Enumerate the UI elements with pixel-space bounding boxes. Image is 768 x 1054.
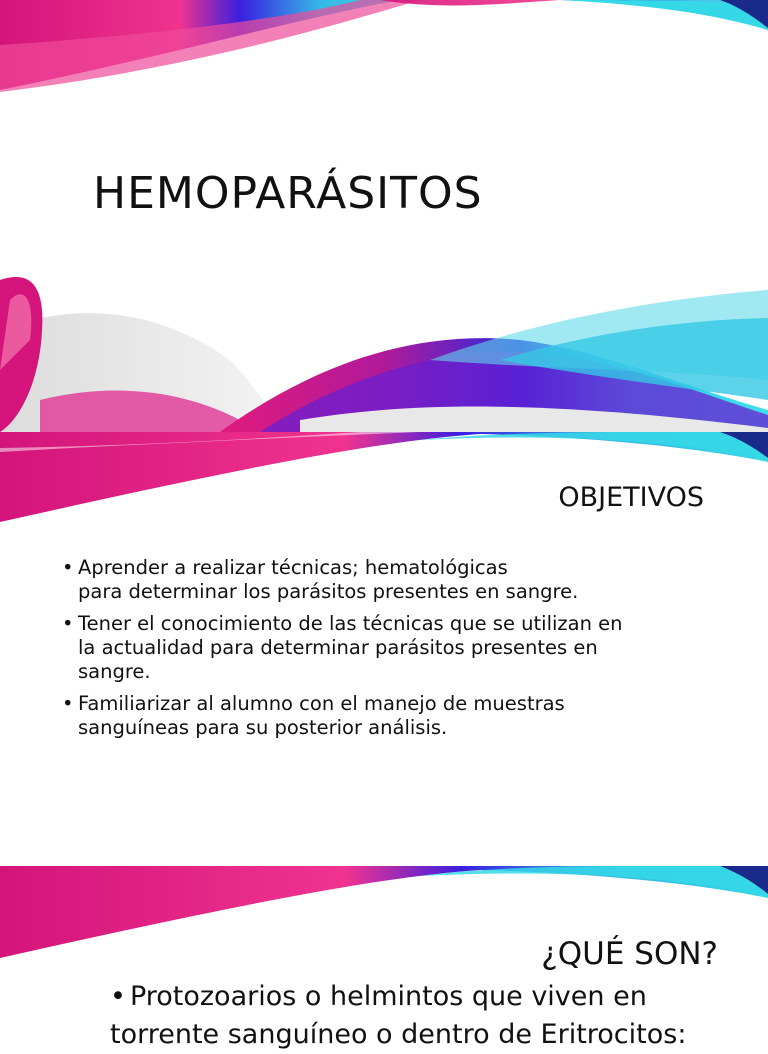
bullet-line: Protozoarios o helmintos que viven en (129, 981, 647, 1012)
bullet-paragraph (110, 978, 730, 1054)
bullet-line: Tener el conocimiento de las técnicas que se utilizan en (78, 612, 623, 635)
bullet-line: sanguíneas para su posterior análisis. (78, 716, 448, 739)
bullet-line: sangre. (78, 660, 151, 683)
bullet-icon: • (62, 692, 74, 715)
list-item (60, 612, 700, 684)
bullet-icon: • (62, 612, 74, 635)
list-item (60, 692, 700, 740)
slide-heading: ¿QUÉ SON? (541, 936, 718, 972)
list-item (60, 556, 700, 604)
bullet-icon: • (110, 981, 126, 1012)
slide-heading: OBJETIVOS (558, 482, 704, 513)
objectives-list (60, 556, 700, 748)
bullet-line: torrente sanguíneo o dentro de Eritrocitos: (110, 1019, 687, 1050)
title-slide (0, 0, 768, 432)
bullet-line: Familiarizar al alumno con el manejo de muestras (78, 692, 565, 715)
bullet-icon: • (62, 556, 74, 579)
bullet-line: para determinar los parásitos presentes en sangre. (78, 580, 579, 603)
bullet-line: Aprender a realizar técnicas; hematológicas (78, 556, 508, 579)
what-are-slide (0, 866, 768, 1050)
bullet-line: la actualidad para determinar parásitos presentes en (78, 636, 598, 659)
slide-title: HEMOPARÁSITOS (93, 168, 483, 219)
objectives-slide (0, 432, 768, 864)
